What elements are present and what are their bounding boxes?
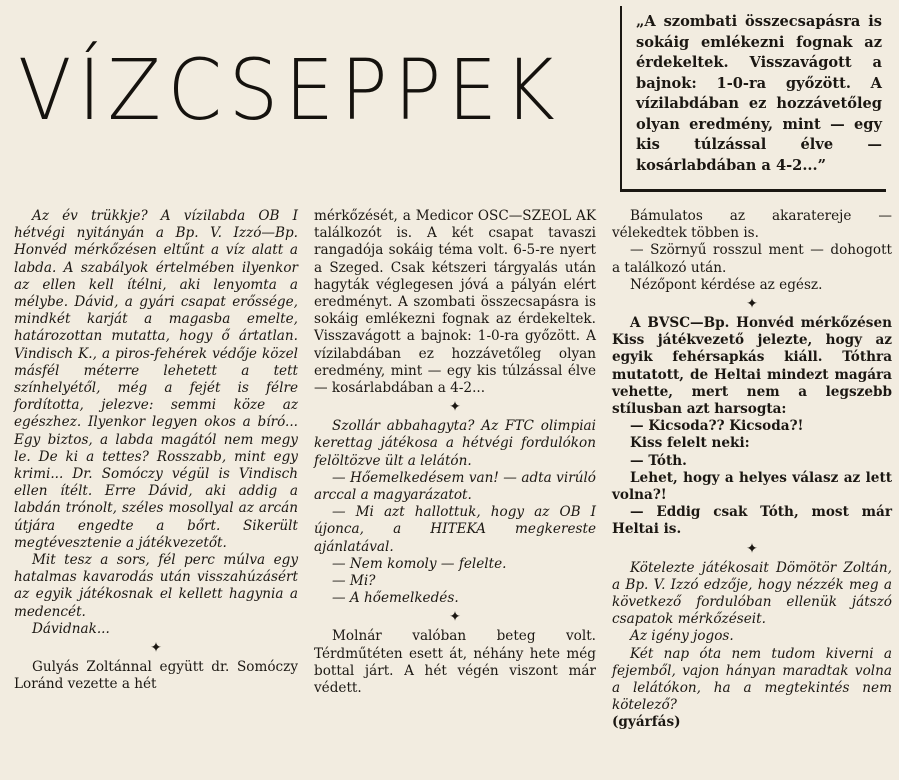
paragraph: Dávidnak... bbox=[32, 620, 110, 637]
paragraph: Két nap óta nem tudom kiverni a fejemből, vajon hányan maradtak volna a lelátókon, ha a megtekintés nem kötelező? bbox=[612, 645, 892, 714]
paragraph: — Szörnyű rosszul ment — dohogott a találkozó után. bbox=[612, 242, 892, 276]
star-separator: ✦ bbox=[746, 296, 758, 313]
paragraph: Szollár abbahagyta? Az FTC olimpiai kerettag játékosa a hétvégi fordulókon felöltözve ült a lelátón. bbox=[314, 418, 596, 469]
paragraph: — A hőemelkedés. bbox=[332, 590, 459, 607]
paragraph: — Nem komoly — felelte. bbox=[332, 555, 507, 572]
article-column-3 bbox=[612, 208, 892, 732]
paragraph: mérkőzését, a Medicor OSC—SZEOL AK találkozót is. A két csapat tavaszi rangadója sokáig téma volt. 6-5-re nyert a Szeged. Csak kétszeri tárgyalás után hagyták véglegesen jóvá a pályán elért eredményt. A szombati összecsapásra is sokáig emlékezni fognak az érdekeltek. Visszavágott a bajnok: 1-0-ra győzött. A vízilabdában ez hozzávetőleg olyan eredmény, mint — egy kis túlzással élve — kosárlabdában a 4-2... bbox=[314, 208, 596, 397]
paragraph: Mit tesz a sors, fél perc múlva egy hatalmas kavarodás után visszahúzásért az egyik játékosnak el kellett hagynia a medencét. bbox=[14, 552, 298, 620]
article-column-1 bbox=[14, 208, 298, 693]
paragraph: — Tóth. bbox=[630, 452, 687, 469]
paragraph: — Mi azt hallottuk, hogy az OB I újonca, a HITEKA megkereste ajánlatával. bbox=[314, 504, 596, 555]
pull-quote-text: „A szombati összecsapásra is sokáig emlékezni fognak az érdekeltek. Visszavágott a bajnok: 1-0-ra győzött. A vízilabdában ez hozzávetőleg olyan eredmény, mint — egy kis túlzással élve — kosárlabdában a 4-2...” bbox=[636, 13, 882, 174]
headline-title: VÍZCSEPPEK bbox=[18, 41, 562, 139]
paragraph: Bámulatos az akaratereje — vélekedtek többen is. bbox=[612, 208, 892, 242]
paragraph: Molnár valóban beteg volt. Térdműtéten esett át, néhány hete még bottal járt. A hét végén viszont már védett. bbox=[314, 628, 596, 697]
article-column-2 bbox=[314, 208, 596, 697]
star-separator: ✦ bbox=[449, 399, 461, 416]
paragraph: — Hőemelkedésem van! — adta virúló arccal a magyarázatot. bbox=[314, 469, 596, 504]
author-signature: (gyárfás) bbox=[612, 714, 681, 731]
paragraph: — Eddig csak Tóth, most már Heltai is. bbox=[612, 504, 892, 538]
paragraph: Az év trükkje? A vízilabda OB I hétvégi nyitányán a Bp. V. Izzó—Bp. Honvéd mérkőzésen eltűnt a víz alatt a labda. A szabályok értelmében ilyenkor az ellen kell ítélni, aki lenyomta a mélybe. Dávid, a gyári csapat erőssége, mindkét karját a magasba emelte, határozottan mutatta, hogy ő ártatlan. Vindisch K., a piros-fehérek védője közel másfél méterre lehetett a tett színhelyétől, még a fejét is félre fordította, jelezve: semmi köze az egészhez. Ilyenkor legyen okos a bíró... Egy biztos, a labda magától nem megy le. De ki a tettes? Rosszabb, mint egy krimi... Dr. Somóczy végül is Vindisch ellen ítélt. Erre Dávid, aki addig a labdán trónolt, széles mosollyal az arcán útjára engedte a bőrt. Sikerült megtévesztenie a játékvezetőt. bbox=[14, 208, 298, 551]
paragraph: Kiss felelt neki: bbox=[630, 435, 750, 452]
paragraph: A BVSC—Bp. Honvéd mérkőzésen Kiss játékvezető jelezte, hogy az egyik fehérsapkás kiáll. Tóthra mutatott, de Heltai mindezt magára vehette, mert nem a legszebb stílusban azt harsogta: bbox=[612, 315, 892, 418]
paragraph: Az igény jogos. bbox=[630, 628, 734, 645]
paragraph: Kötelezte játékosait Dömötör Zoltán, a Bp. V. Izzó edzője, hogy nézzék meg a következő fordulóban ellenük játszó csapatok mérkőzéseit. bbox=[612, 559, 892, 628]
paragraph: — Mi? bbox=[332, 573, 376, 590]
paragraph: Gulyás Zoltánnal együtt dr. Somóczy Loránd vezette a hét bbox=[14, 659, 298, 693]
paragraph: Nézőpont kérdése az egész. bbox=[630, 276, 823, 293]
star-separator: ✦ bbox=[449, 609, 461, 626]
paragraph: — Kicsoda?? Kicsoda?! bbox=[630, 418, 804, 435]
paragraph: Lehet, hogy a helyes válasz az lett volna?! bbox=[612, 469, 892, 504]
star-separator: ✦ bbox=[150, 640, 162, 657]
pull-quote-box bbox=[620, 6, 886, 192]
star-separator: ✦ bbox=[746, 540, 758, 557]
